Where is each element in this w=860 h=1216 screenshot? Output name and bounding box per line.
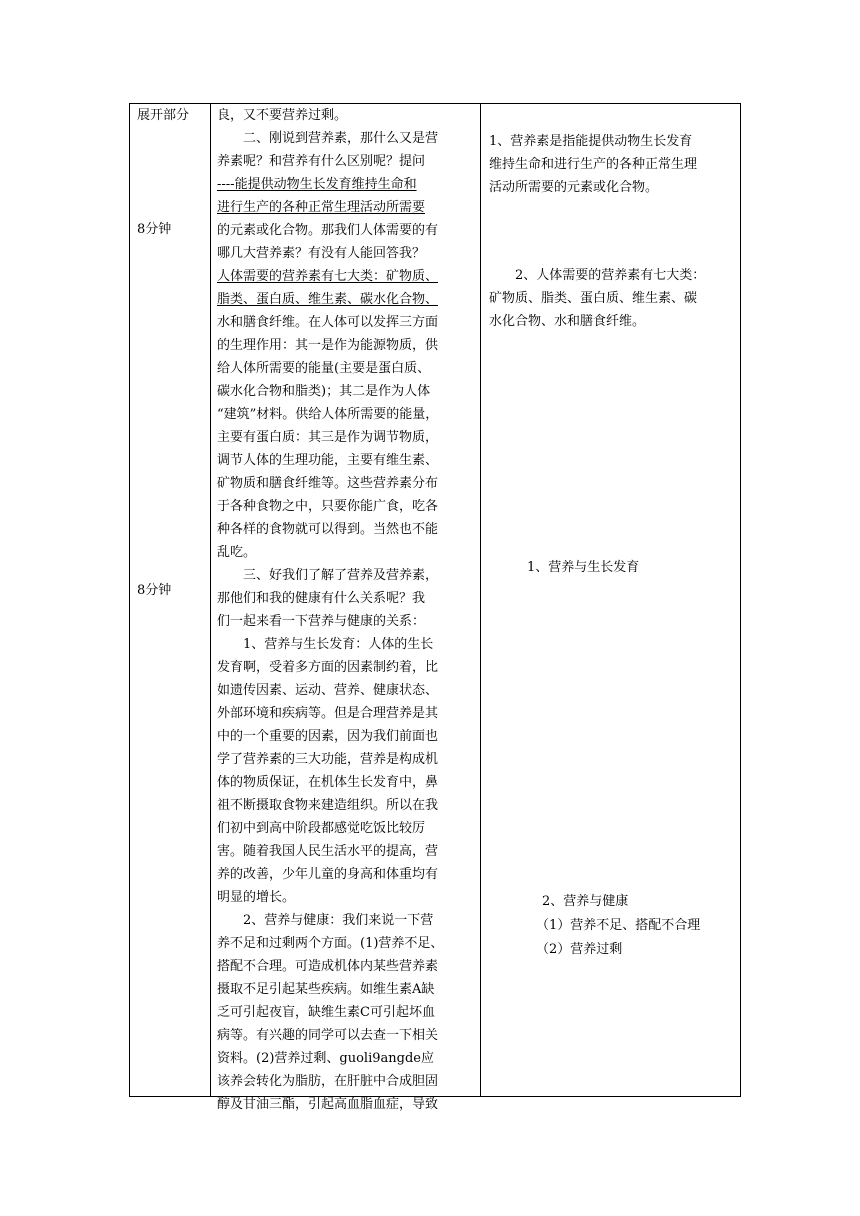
content-line: 病等。有兴趣的同学可以去查一下相关 (217, 1028, 439, 1043)
notes-line: 活动所需要的元素或化合物。 (489, 180, 659, 195)
notes-line: 1、营养与生长发育 (527, 560, 640, 575)
content-line: 资料。(2)营养过剩、guoli9angde应 (217, 1051, 434, 1066)
content-line: 脂类、蛋白质、维生素、碳水化合物、 (217, 292, 439, 307)
content-line: 矿物质和膳食纤维等。这些营养素分布 (217, 476, 439, 491)
content-line: 二、刚说到营养素，那什么又是营 (217, 131, 439, 146)
notes-line: 水化合物、水和膳食纤维。 (489, 314, 646, 329)
content-line: 外部环境和疾病等。但是合理营养是其 (217, 706, 439, 721)
content-line: 乏可引起夜盲，缺维生素C可引起坏血 (217, 1005, 435, 1020)
content-line: 养不足和过剩两个方面。(1)营养不足、 (217, 936, 444, 951)
content-line: 哪几大营养素？有没有人能回答我？ (217, 246, 426, 261)
content-line: 养的改善，少年儿童的身高和体重均有 (217, 867, 439, 882)
content-line: 学了营养素的三大功能，营养是构成机 (217, 752, 439, 767)
notes-line: （2）营养过剩 (536, 942, 623, 957)
notes-column (481, 104, 741, 1096)
content-line: ----能提供动物生长发育维持生命和 (217, 177, 417, 192)
content-line: “建筑”材料。供给人体所需要的能量， (217, 407, 439, 422)
content-line: 养素呢？和营养有什么区别呢？提问 (217, 154, 426, 169)
content-line: 害。随着我国人民生活水平的提高，营 (217, 844, 439, 859)
content-line: 搭配不合理。可造成机体内某些营养素 (217, 959, 439, 974)
time-label: 8分钟 (137, 222, 172, 237)
notes-line: （1）营养不足、搭配不合理 (536, 918, 701, 933)
content-line: 们初中到高中阶段都感觉吃饭比较厉 (217, 821, 426, 836)
content-line: 体的物质保证，在机体生长发育中，鼻 (217, 775, 439, 790)
content-line: 三、好我们了解了营养及营养素， (217, 568, 439, 583)
content-line: 2、营养与健康：我们来说一下营 (217, 913, 434, 928)
time-column (130, 104, 210, 1096)
content-column (210, 104, 480, 1112)
content-line: 发育啊，受着多方面的因素制约着，比 (217, 660, 439, 675)
content-line: 1、营养与生长发育：人体的生长 (217, 637, 434, 652)
content-line: 乱吃。 (217, 545, 257, 560)
content-line: 那他们和我的健康有什么关系呢？我 (217, 591, 426, 606)
content-line: 如遗传因素、运动、营养、健康状态、 (217, 683, 439, 698)
content-line: 们一起来看一下营养与健康的关系： (217, 614, 426, 629)
content-line: 的生理作用：其一是作为能源物质，供 (217, 338, 439, 353)
content-line: 给人体所需要的能量(主要是蛋白质、 (217, 361, 431, 376)
content-line: 人体需要的营养素有七大类：矿物质、 (217, 269, 439, 284)
content-line: 摄取不足引起某些疾病。如维生素A缺 (217, 982, 435, 997)
content-line: 碳水化合物和脂类)；其二是作为人体 (217, 384, 431, 399)
notes-line: 维持生命和进行生产的各种正常生理 (489, 157, 698, 172)
content-line: 醇及甘油三酯，引起高血脂血症，导致 (217, 1097, 439, 1112)
time-label: 8分钟 (137, 583, 172, 598)
notes-line: 2、营养与健康 (542, 894, 629, 909)
content-line: 种各样的食物就可以得到。当然也不能 (217, 522, 439, 537)
notes-line: 1、营养素是指能提供动物生长发育 (489, 134, 693, 149)
content-line: 祖不断摄取食物来建造组织。所以在我 (217, 798, 439, 813)
content-line: 水和膳食纤维。在人体可以发挥三方面 (217, 315, 439, 330)
content-line: 于各种食物之中，只要你能广食，吃各 (217, 499, 439, 514)
content-line: 中的一个重要的因素，因为我们前面也 (217, 729, 439, 744)
content-line: 调节人体的生理功能，主要有维生素、 (217, 453, 439, 468)
section-label: 展开部分 (137, 108, 190, 123)
notes-line: 2、人体需要的营养素有七大类： (489, 268, 706, 283)
lesson-plan-table (129, 103, 741, 1112)
content-line: 进行生产的各种正常生理活动所需要 (217, 200, 426, 215)
content-line: 明显的增长。 (217, 890, 296, 905)
content-line: 该养会转化为脂肪，在肝脏中合成胆固 (217, 1074, 439, 1089)
content-line: 主要有蛋白质：其三是作为调节物质， (217, 430, 439, 445)
content-line: 良，又不要营养过剩。 (217, 108, 348, 123)
notes-line: 矿物质、脂类、蛋白质、维生素、碳 (489, 291, 698, 306)
content-line: 的元素或化合物。那我们人体需要的有 (217, 223, 439, 238)
